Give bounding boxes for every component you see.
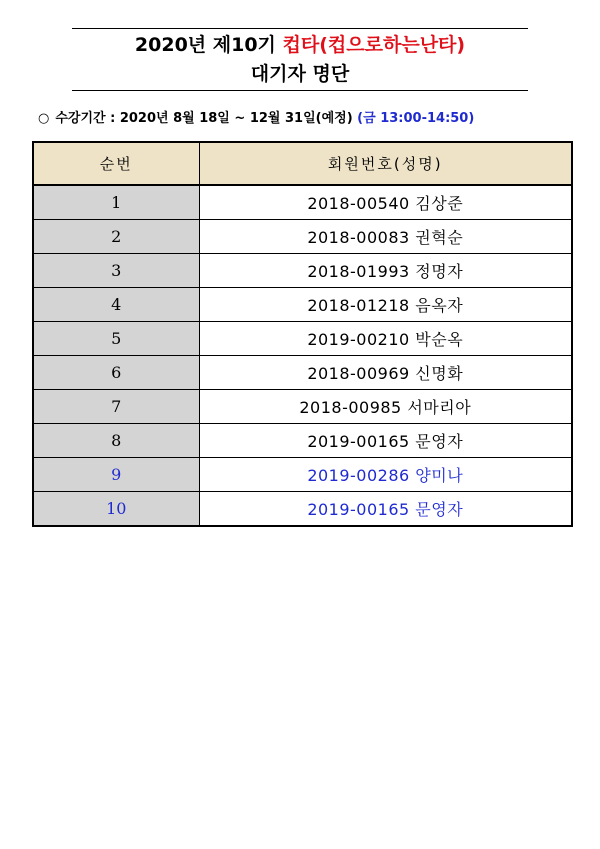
table-row: [33, 322, 572, 356]
table-row: [33, 356, 572, 390]
table-row: [33, 424, 572, 458]
row-number: 8: [33, 424, 199, 458]
header-number: 순번: [33, 142, 199, 185]
row-number: 3: [33, 254, 199, 288]
table-row: [33, 185, 572, 220]
row-member: 2018-00540 김상준: [199, 185, 572, 220]
document-title: [72, 28, 528, 91]
course-period: [38, 110, 578, 128]
row-number: 10: [33, 492, 199, 527]
title-course-name: 컵타(컵으로하는난타): [282, 34, 466, 56]
title-line-1: [72, 30, 528, 60]
row-member: 2018-01218 음옥자: [199, 288, 572, 322]
table-body: [33, 185, 572, 526]
table-row: [33, 458, 572, 492]
row-member: 2018-00985 서마리아: [199, 390, 572, 424]
waitlist-table: [32, 141, 573, 527]
title-line-2: 대기자 명단: [250, 63, 350, 85]
row-number: 1: [33, 185, 199, 220]
row-member: 2019-00165 문영자: [199, 424, 572, 458]
table-row: [33, 390, 572, 424]
table-row: [33, 254, 572, 288]
header-member: 회원번호(성명): [199, 142, 572, 185]
table-header-row: [33, 142, 572, 185]
row-member: 2018-01993 정명자: [199, 254, 572, 288]
circle-bullet-icon: ○: [38, 111, 50, 126]
table-row: [33, 220, 572, 254]
row-member: 2018-00969 신명화: [199, 356, 572, 390]
row-number: 7: [33, 390, 199, 424]
table-row: [33, 288, 572, 322]
row-number: 6: [33, 356, 199, 390]
row-member: 2019-00210 박순옥: [199, 322, 572, 356]
row-number: 9: [33, 458, 199, 492]
title-prefix: 2020년 제10기: [134, 34, 283, 56]
row-member: 2019-00286 양미나: [199, 458, 572, 492]
period-time: (금 13:00-14:50): [357, 111, 475, 126]
row-member: 2018-00083 권혁순: [199, 220, 572, 254]
row-number: 2: [33, 220, 199, 254]
period-label: 수강기간 : 2020년 8월 18일 ~ 12월 31일(예정): [55, 111, 353, 126]
table-row: [33, 492, 572, 527]
row-member: 2019-00165 문영자: [199, 492, 572, 527]
row-number: 5: [33, 322, 199, 356]
row-number: 4: [33, 288, 199, 322]
